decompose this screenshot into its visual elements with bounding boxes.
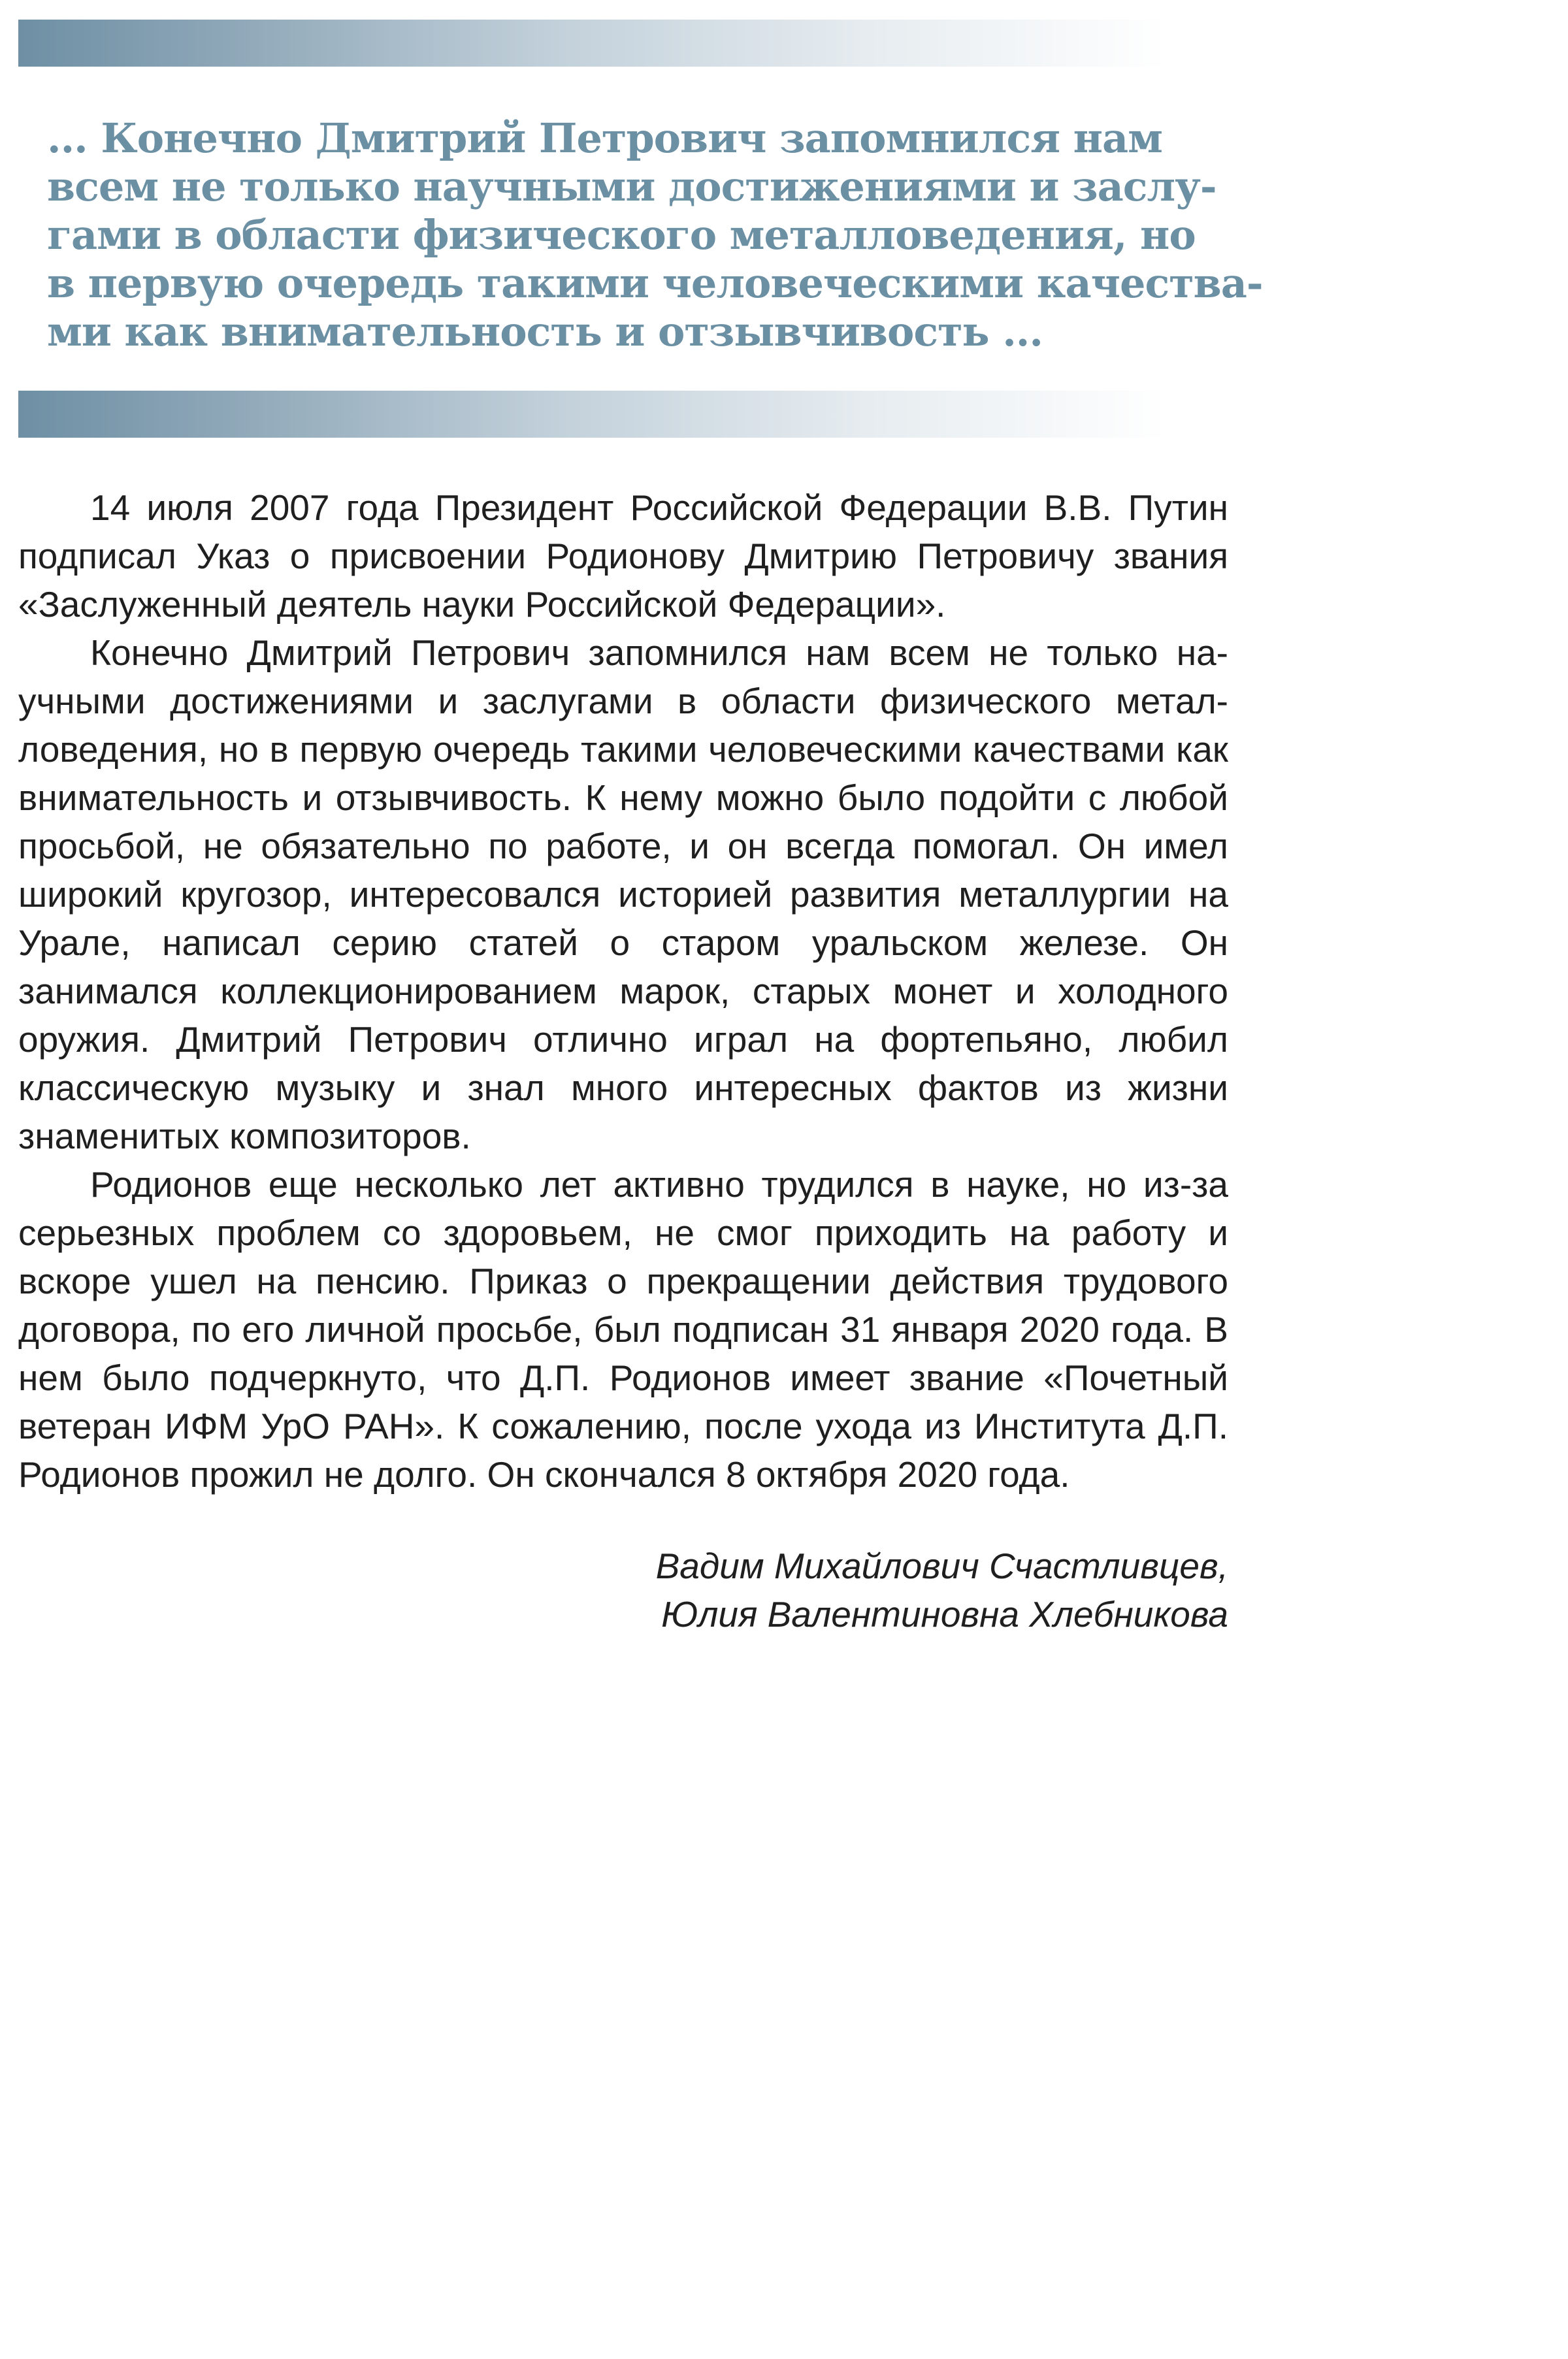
article-paragraph: Родионов еще несколько лет активно трудился в науке, но из-за серьезных проблем со здоровьем, не смог приходить на работу и вскоре ушел на пенсию. Приказ о прекращении действия трудового договора, по его личной просьбе, был подписан 31 января 2020 года. В нем было подчеркнуто, что Д.П. Родионов имеет звание «Почетный ветеран ИФМ УрО РАН». К сожалению, после ухода из Института Д.П. Родионов прожил не долго. Он скончался 8 октября 2020 года.	[18, 1164, 1228, 1495]
pull-quote-line: гами в области физического металловедения, но	[47, 211, 1196, 259]
article-paragraph: Конечно Дмитрий Петрович запомнился нам всем не только научными достижениями и заслугами в области физического металловедения, но в первую очередь такими человеческими качествами как внимательность и отзывчивость. К нему можно было подойти с любой просьбой, не обязательно по работе, и он всегда помогал. Он имел широкий кругозор, интересовался историей развития металлургии на Урале, написал серию статей о старом уральском железе. Он занимался коллекционированием марок, старых монет и холодного оружия. Дмитрий Петрович отлично играл на фортепьяно, любил классическую музыку и знал много интересных фактов из жизни знаменитых композиторов.	[18, 632, 1228, 1156]
author-name: Вадим Михайлович Счастливцев,	[655, 1546, 1228, 1586]
author-signature	[656, 1542, 1228, 1638]
pull-quote	[47, 114, 1263, 356]
pull-quote-line: ... Конечно Дмитрий Петрович запомнился нам	[47, 114, 1163, 162]
article-paragraph: 14 июля 2007 года Президент Российской Федерации В.В. Путин подписал Указ о присвоении Родионову Дмитрию Петровичу звания «Заслуженный деятель науки Российской Федерации».	[18, 487, 1228, 625]
decorative-gradient-bar-top	[18, 20, 1228, 67]
pull-quote-line: всем не только научными достижениями и заслу-	[47, 163, 1217, 210]
author-name: Юлия Валентиновна Хлебникова	[661, 1594, 1228, 1635]
decorative-gradient-bar-bottom	[18, 391, 1228, 438]
pull-quote-line: ми как внимательность и отзывчивость ...	[47, 308, 1043, 355]
article-body	[18, 483, 1228, 1499]
pull-quote-line: в первую очередь такими человеческими качества-	[47, 259, 1263, 307]
